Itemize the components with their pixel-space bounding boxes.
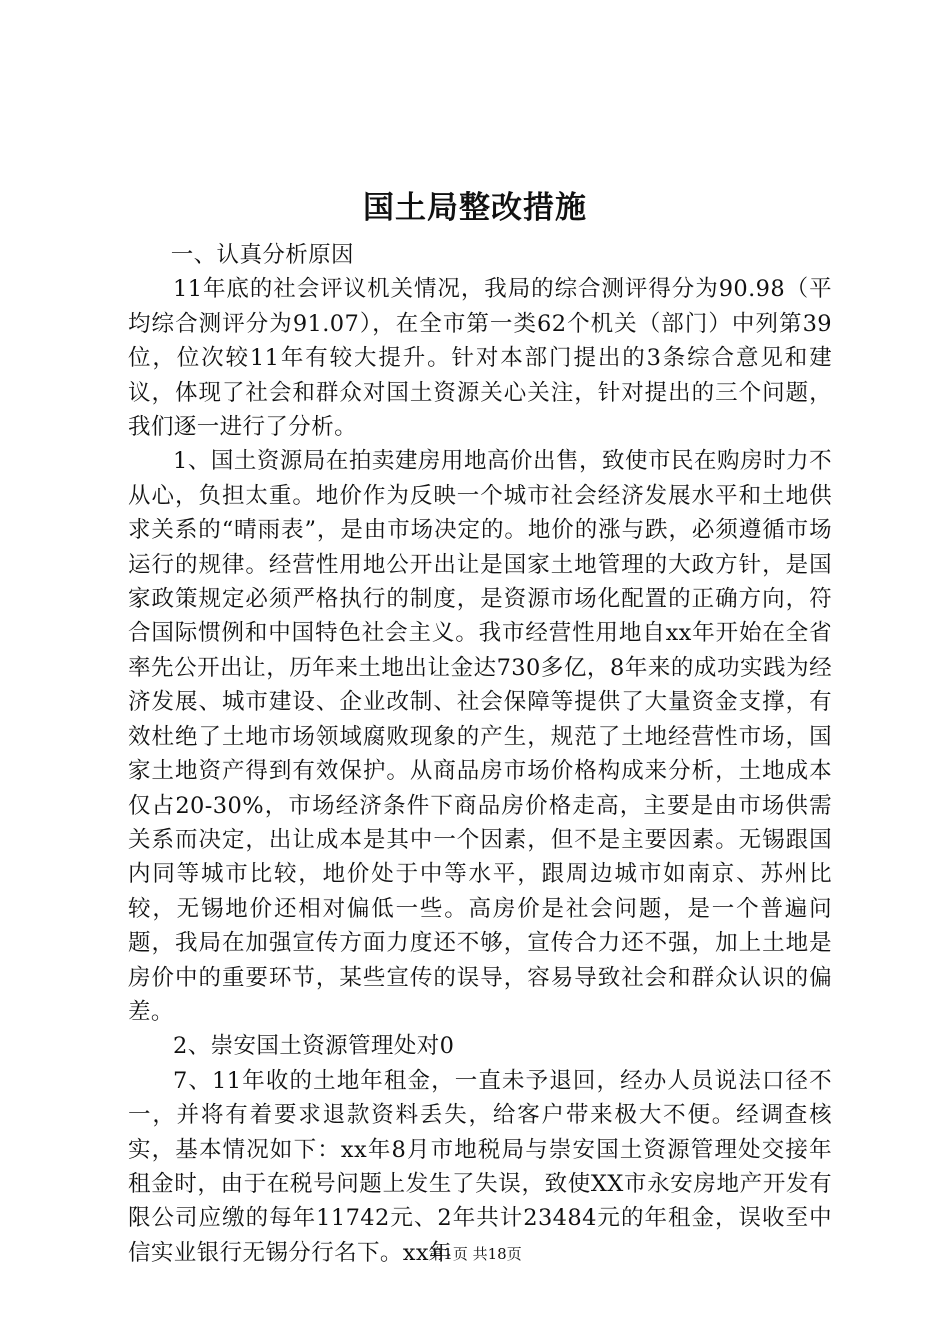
- section-heading: 一、认真分析原因: [170, 242, 354, 268]
- paragraph: 7、11年收的土地年租金，一直未予退回，经办人员说法口径不一，并将有着要求退款资料丢失，给客户带来极大不便。经调查核实，基本情况如下：xx年8月市地税局与崇安国土资源管理处交接年租金时，由于在税号问题上发生了失误，致使XX市永安房地产开发有限公司应缴的每年11742元、2年共计23484元的年租金，误收至中信实业银行无锡分行名下。xx年: [128, 1067, 832, 1266]
- paragraph: 2、崇安国土资源管理处对0: [173, 1033, 455, 1060]
- page-footer: 第1页 共18页: [428, 1245, 522, 1263]
- paragraph: 11年底的社会评议机关情况，我局的综合测评得分为90.98（平均综合测评分为91.07），在全市第一类62个机关（部门）中列第39位，位次较11年有较大提升。针对本部门提出的3条综合意见和建议，体现了社会和群众对国土资源关心关注，针对提出的三个问题，我们逐一进行了分析。: [128, 276, 832, 441]
- paragraph: 1、国土资源局在拍卖建房用地高价出售，致使市民在购房时力不从心，负担太重。地价作为反映一个城市社会经济发展水平和土地供求关系的“晴雨表”，是由市场决定的。地价的涨与跌，必须遵循市场运行的规律。经营性用地公开出让是国家土地管理的大政方针，是国家政策规定必须严格执行的制度，是资源市场化配置的正确方向，符合国际惯例和中国特色社会主义。我市经营性用地自xx年开始在全省率先公开出让，历年来土地出让金达730多亿，8年来的成功实践为经济发展、城市建设、企业改制、社会保障等提供了大量资金支撑，有效杜绝了土地市场领域腐败现象的产生，规范了土地经营性市场，国家土地资产得到有效保护。从商品房市场价格构成来分析，土地成本仅占20-30%，市场经济条件下商品房价格走高，主要是由市场供需关系而决定，出让成本是其中一个因素，但不是主要因素。无锡跟国内同等城市比较，地价处于中等水平，跟周边城市如南京、苏州比较，无锡地价还相对偏低一些。高房价是社会问题，是一个普遍问题，我局在加强宣传方面力度还不够，宣传合力还不强，加上土地是房价中的重要环节，某些宣传的误导，容易导致社会和群众认识的偏差。: [128, 448, 832, 1025]
- document-title: 国土局整改措施: [363, 190, 587, 226]
- document-body: [128, 238, 832, 1270]
